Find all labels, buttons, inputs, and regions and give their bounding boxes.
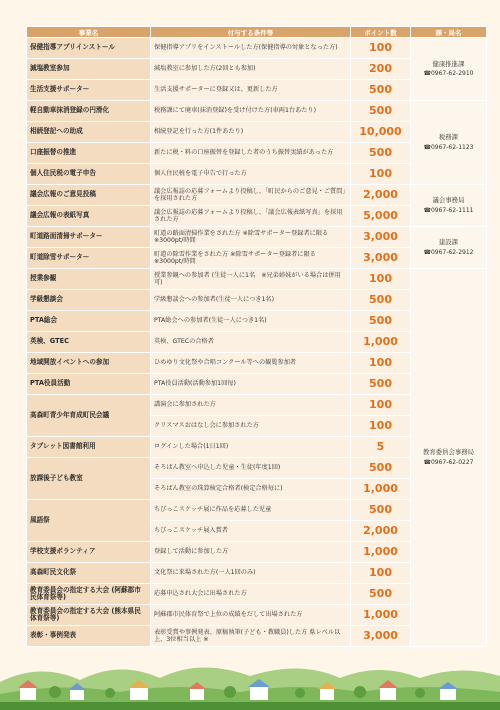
condition-text: 保健指導アプリをインストールした方(保健指導の対象となった方) <box>151 38 351 59</box>
condition-text: 講演会に参加された方 <box>151 395 351 416</box>
table-header <box>27 27 487 38</box>
condition-text: 授業参観への参加者 (生徒一人に1名 ※兄弟姉妹がいる場合は併用可) <box>151 269 351 290</box>
points-value: 500 <box>351 80 411 101</box>
dept-tel: ☎0967-62-1123 <box>423 143 474 151</box>
dept-tel: ☎0967-62-0227 <box>423 458 474 466</box>
item-name: 風語祭 <box>27 500 151 542</box>
dept-cell <box>411 38 487 101</box>
points-value: 100 <box>351 395 411 416</box>
points-value: 2,000 <box>351 521 411 542</box>
condition-text: PTA総会への参加者(生徒一人につき1名) <box>151 311 351 332</box>
condition-text: そろばん教室へ申込した児童・生徒(年度1回) <box>151 458 351 479</box>
points-value: 3,000 <box>351 227 411 248</box>
header-department: 課・局名 <box>411 27 487 38</box>
table-row <box>27 185 487 206</box>
town-illustration <box>0 652 500 710</box>
points-value: 3,000 <box>351 626 411 647</box>
item-name: 生活支援サポーター <box>27 80 151 101</box>
dept-cell <box>411 101 487 185</box>
item-name: 町道路面清掃サポーター <box>27 227 151 248</box>
points-value: 5 <box>351 437 411 458</box>
condition-text: 英検、GTECの合格者 <box>151 332 351 353</box>
item-name: 相続登記への助成 <box>27 122 151 143</box>
condition-text: ちびっこスケッチ展入賞者 <box>151 521 351 542</box>
table-row <box>27 269 487 290</box>
condition-text: 応募申込され大会に出場された方 <box>151 584 351 605</box>
item-name: 地域開放イベントへの参加 <box>27 353 151 374</box>
item-name: 議会広報のご意見投稿 <box>27 185 151 206</box>
condition-text: 議会広報誌の応募フォームより投稿し、「議会広報表紙写真」を採用された方 <box>151 206 351 227</box>
points-value: 100 <box>351 164 411 185</box>
table-row <box>27 227 487 248</box>
condition-text: 表彰受賞や事例発表、原稿執筆(子ども・教職員)した方 県レベル以上、3位相当以上 ※ <box>151 626 351 647</box>
condition-text: ちびっこスケッチ展に作品を応募した児童 <box>151 500 351 521</box>
item-name: タブレット図書館利用 <box>27 437 151 458</box>
points-value: 10,000 <box>351 122 411 143</box>
item-name: 放課後子ども教室 <box>27 458 151 500</box>
item-name: 教育委員会の指定する大会 (熊本県民体育祭等) <box>27 605 151 626</box>
condition-text: 議会広報誌の応募フォームより投稿し、「町民からのご意見・ご質問」を採用された方 <box>151 185 351 206</box>
item-name: 英検、GTEC <box>27 332 151 353</box>
dept-name: 健康推進課 <box>432 59 465 68</box>
dept-name: 税務課 <box>438 133 459 142</box>
points-value: 100 <box>351 38 411 59</box>
points-value: 2,000 <box>351 185 411 206</box>
condition-text: ログインした場合(1日1回) <box>151 437 351 458</box>
points-value: 500 <box>351 143 411 164</box>
condition-text: 登録して活動に参加した方 <box>151 542 351 563</box>
item-name: 授業参観 <box>27 269 151 290</box>
condition-text: 減塩教室に参加した方(2回とも参加) <box>151 59 351 80</box>
condition-text: 生活支援サポーターに登録又は、更新した方 <box>151 80 351 101</box>
item-name: 教育委員会の指定する大会 (阿蘇郡市民体育祭等) <box>27 584 151 605</box>
points-value: 500 <box>351 311 411 332</box>
dept-tel: ☎0967-62-2912 <box>423 248 474 256</box>
condition-text: 新たに税・料の口座振替を登録した者のうち振替実績があった方 <box>151 143 351 164</box>
item-name: 町道除雪サポーター <box>27 248 151 269</box>
condition-text: 税務課にて廃車(抹消登録)を受け付けた方(車両1台あたり) <box>151 101 351 122</box>
dept-tel: ☎0967-62-2910 <box>423 70 474 77</box>
points-value: 500 <box>351 500 411 521</box>
item-name: 高森町民文化祭 <box>27 563 151 584</box>
points-value: 1,000 <box>351 542 411 563</box>
dept-tel: ☎0967-62-1111 <box>423 206 474 214</box>
points-value: 200 <box>351 59 411 80</box>
item-name: 口座振替の推進 <box>27 143 151 164</box>
header-condition: 付与する条件等 <box>151 27 351 38</box>
dept-cell <box>411 227 487 269</box>
item-name: 減塩教室参加 <box>27 59 151 80</box>
points-value: 100 <box>351 563 411 584</box>
condition-text: 町道の路面清掃作業をされた方 ※除雪サポーター登録者に限る ※3000pt/時間 <box>151 227 351 248</box>
item-name: 個人住民税の電子申告 <box>27 164 151 185</box>
points-table <box>26 26 487 647</box>
condition-text: 個人住民税を電子申告で行った方 <box>151 164 351 185</box>
condition-text: ひめゆり文化祭や合唱コンクール等への観覧参加者 <box>151 353 351 374</box>
dept-cell <box>411 269 487 647</box>
points-value: 1,000 <box>351 479 411 500</box>
item-name: PTA役員活動 <box>27 374 151 395</box>
item-name: 保健指導アプリインストール <box>27 38 151 59</box>
condition-text: そろばん教室の珠算検定合格者(検定合格毎に) <box>151 479 351 500</box>
header-item: 事業名 <box>27 27 151 38</box>
item-name: 軽自動車抹消登録の円滑化 <box>27 101 151 122</box>
condition-text: クリスマスおはなし会に参加された方 <box>151 416 351 437</box>
points-value: 100 <box>351 416 411 437</box>
condition-text: 学級懇談会への参加者(生徒一人につき1名) <box>151 290 351 311</box>
item-name: 高森町青少年育成町民会議 <box>27 395 151 437</box>
condition-text: 阿蘇郡市民体育祭で上位の成績をだして出場された方 <box>151 605 351 626</box>
item-name: 議会広報の表紙写真 <box>27 206 151 227</box>
condition-text: 相続登記を行った方(1件あたり) <box>151 122 351 143</box>
item-name: 表彰・事例発表 <box>27 626 151 647</box>
header-points: ポイント数 <box>351 27 411 38</box>
dept-name: 議会事務局 <box>432 196 465 205</box>
table-row <box>27 101 487 122</box>
points-value: 500 <box>351 374 411 395</box>
points-value: 500 <box>351 458 411 479</box>
table-row <box>27 38 487 59</box>
dept-cell <box>411 185 487 227</box>
points-value: 3,000 <box>351 248 411 269</box>
condition-text: PTA役員活動(活動参加1回毎) <box>151 374 351 395</box>
condition-text: 町道の除雪作業をされた方 ※除雪サポーター登録者に限る ※3000pt/時間 <box>151 248 351 269</box>
points-value: 1,000 <box>351 605 411 626</box>
item-name: 学級懇談会 <box>27 290 151 311</box>
points-value: 500 <box>351 101 411 122</box>
item-name: PTA総会 <box>27 311 151 332</box>
points-value: 500 <box>351 290 411 311</box>
condition-text: 文化祭に来場された方(一人1回のみ) <box>151 563 351 584</box>
points-value: 100 <box>351 269 411 290</box>
dept-name: 建設課 <box>438 238 459 247</box>
item-name: 学校支援ボランティア <box>27 542 151 563</box>
dept-name: 教育委員会事務局 <box>422 448 475 457</box>
points-value: 1,000 <box>351 332 411 353</box>
points-value: 100 <box>351 353 411 374</box>
points-value: 5,000 <box>351 206 411 227</box>
points-value: 500 <box>351 584 411 605</box>
